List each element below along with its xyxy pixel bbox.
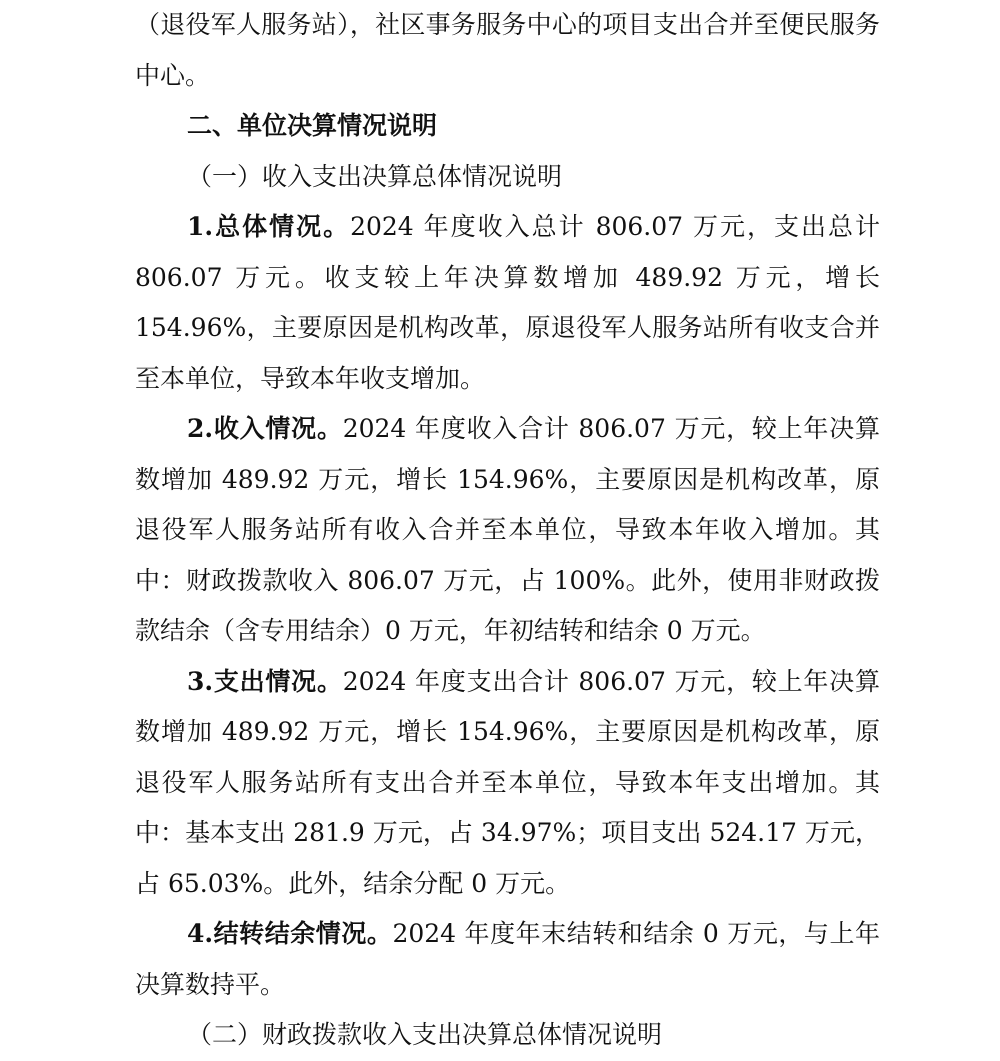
paragraph-lead: 1.总体情况。 (187, 212, 351, 241)
paragraph-overall-situation (135, 202, 880, 404)
paragraph-body: 2024 年度收入总计 806.07 万元，支出总计 806.07 万元。收支较上年决算数增加 489.92 万元，增长 154.96%，主要原因是机构改革，原退役军人服务站所有收支合并至本单位，导致本年收支增加。 (135, 212, 880, 393)
paragraph-body: 2024 年度支出合计 806.07 万元，较上年决算数增加 489.92 万元，增长 154.96%，主要原因是机构改革，原退役军人服务站所有支出合并至本单位，导致本年支出增加。其中：基本支出 281.9 万元，占 34.97%；项目支出 524.17 万元，占 65.03%。此外，结余分配 0 万元。 (135, 666, 880, 898)
section-heading-unit-accounts: 二、单位决算情况说明 (187, 111, 438, 140)
paragraph-body: 2024 年度收入合计 806.07 万元，较上年决算数增加 489.92 万元，增长 154.96%，主要原因是机构改革，原退役军人服务站所有收入合并至本单位，导致本年收入增加。其中：财政拨款收入 806.07 万元，占 100%。此外，使用非财政拨款结余（含专用结余）0 万元，年初结转和结余 0 万元。 (135, 414, 880, 645)
document-page (135, 0, 880, 1061)
paragraph-lead: 4.结转结余情况。 (187, 919, 393, 948)
paragraph-carryover-balance (135, 909, 880, 1010)
paragraph-lead: 3.支出情况。 (187, 666, 343, 696)
subsection-heading-income-expense-overview: （一）收入支出决算总体情况说明 (187, 161, 563, 191)
paragraph-body: 2024 年度年末结转和结余 0 万元，与上年决算数持平。 (135, 919, 880, 999)
subsection-heading-fiscal-allocation-overview: （二）财政拨款收入支出决算总体情况说明 (187, 1020, 663, 1049)
carryover-paragraph: （退役军人服务站），社区事务服务中心的项目支出合并至便民服务中心。 (135, 10, 880, 90)
paragraph-lead: 2.收入情况。 (187, 414, 343, 443)
paragraph-income-situation (135, 404, 880, 657)
paragraph-expense-situation (135, 657, 880, 910)
